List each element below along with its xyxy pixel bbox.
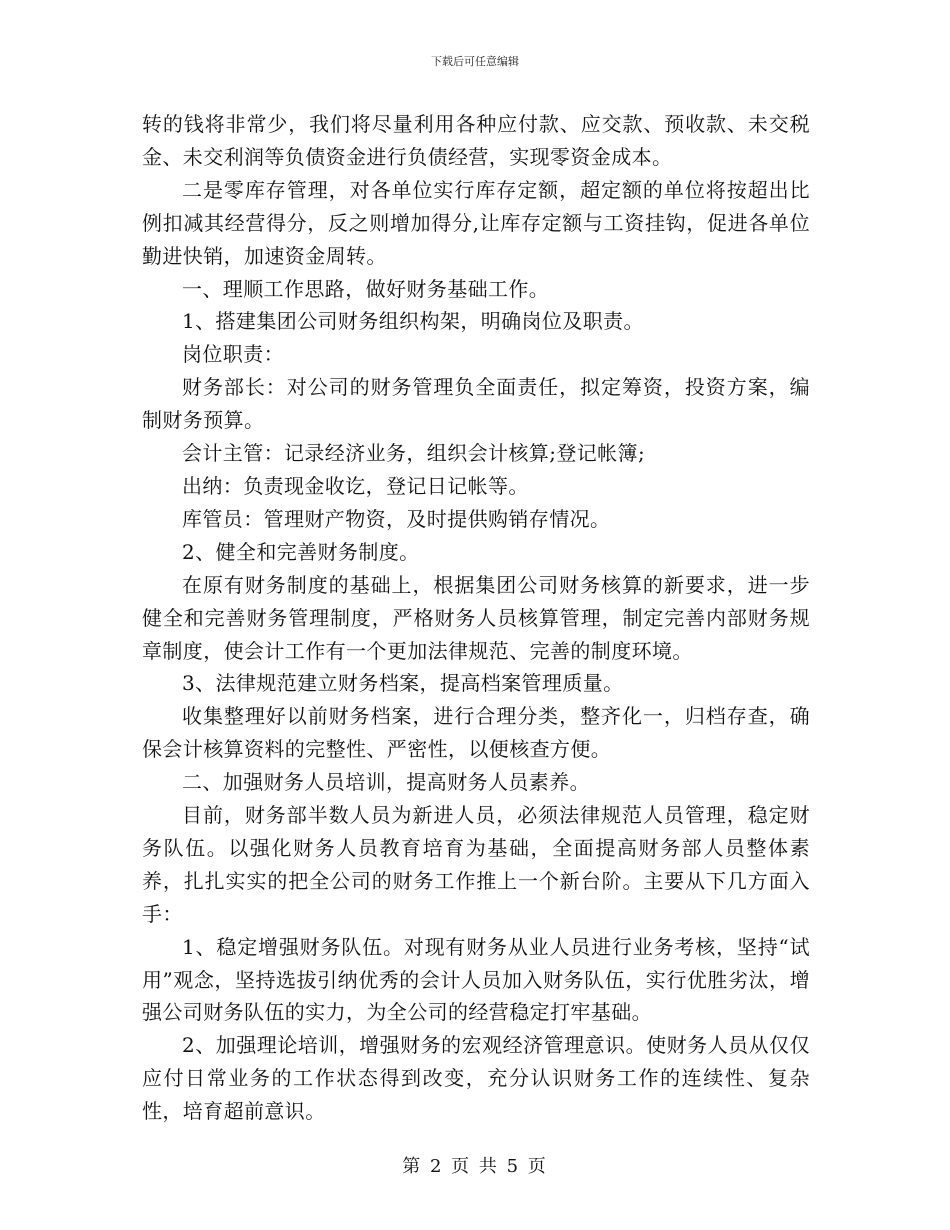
page-header: 下载后可任意编辑 [431, 55, 519, 68]
paragraph-accounting-supervisor: 会计主管：记录经济业务，组织会计核算;登记帐簿; [182, 441, 646, 466]
paragraph-finance-director: 财务部长：对公司的财务管理负全面责任，拟定筹资，投资方案，编制财务预算。 [142, 375, 810, 433]
paragraph-2: 二是零库存管理，对各单位实行库存定额，超定额的单位将按超出比例扣减其经营得分，反之则增加得分,让库存定额与工资挂钩，促进各单位勤进快销，加速资金周转。 [142, 177, 810, 268]
paragraph-warehouse-keeper: 库管员：管理财产物资，及时提供购销存情况。 [182, 506, 611, 531]
paragraph-cashier: 出纳：负责现金收讫，登记日记帐等。 [182, 473, 529, 498]
document-body [142, 108, 810, 1128]
paragraph-archives: 收集整理好以前财务档案，进行合理分类，整齐化一，归档存查，确保会计核算资料的完整性、严密性，以便核查方便。 [142, 704, 810, 762]
subheading-1: 1、搭建集团公司财务组织构架，明确岗位及职责。 [182, 309, 644, 334]
page-number: 第 2 页 共 5 页 [402, 1156, 548, 1177]
subheading-3: 3、法律规范建立财务档案，提高档案管理质量。 [182, 671, 624, 696]
paragraph-training: 2、加强理论培训，增强财务的宏观经济管理意识。使财务人员从仅仅应付日常业务的工作状态得到改变，充分认识财务工作的连续性、复杂性，培育超前意识。 [142, 1033, 810, 1124]
paragraph-team: 1、稳定增强财务队伍。对现有财务从业人员进行业务考核，坚持“试用”观念，坚持选拔引纳优秀的会计人员加入财务队伍，实行优胜劣汰，增强公司财务队伍的实力，为全公司的经营稳定打牢基础。 [142, 934, 810, 1025]
paragraph-job-duties: 岗位职责： [182, 342, 284, 367]
section-heading-1: 一、理顺工作思路，做好财务基础工作。 [182, 276, 550, 301]
paragraph-finance-system: 在原有财务制度的基础上，根据集团公司财务核算的新要求，进一步健全和完善财务管理制度，严格财务人员核算管理，制定完善内部财务规章制度，使会计工作有一个更加法律规范、完善的制度环境。 [142, 572, 810, 663]
paragraph-1: 转的钱将非常少，我们将尽量利用各种应付款、应交款、预收款、未交税金、未交利润等负债资金进行负债经营，实现零资金成本。 [142, 112, 810, 169]
section-heading-2: 二、加强财务人员培训，提高财务人员素养。 [182, 770, 590, 795]
paragraph-staff: 目前，财务部半数人员为新进人员，必须法律规范人员管理，稳定财务队伍。以强化财务人员教育培育为基础，全面提高财务部人员整体素养，扎扎实实的把全公司的财务工作推上一个新台阶。主要从下几方面入手： [142, 803, 810, 926]
subheading-2: 2、健全和完善财务制度。 [182, 539, 420, 564]
